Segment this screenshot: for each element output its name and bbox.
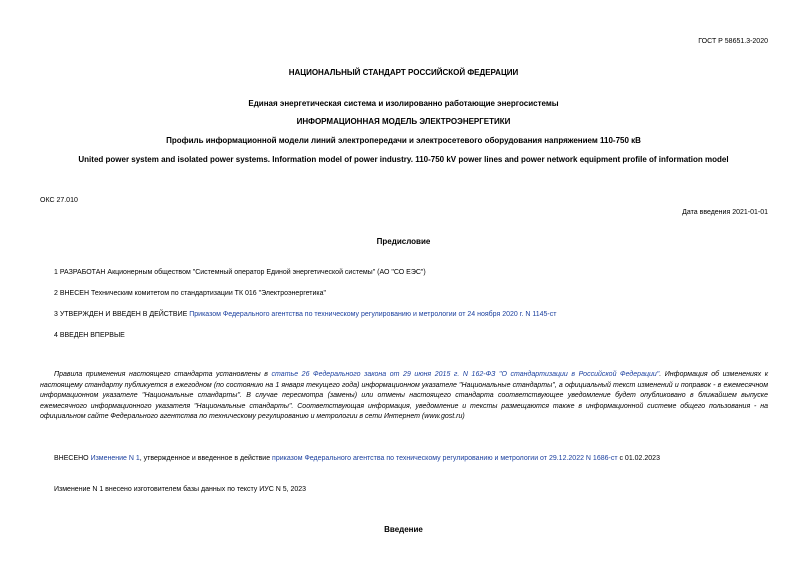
english-title: United power system and isolated power systems. Information model of power industry. 110-750 kV power lines and power network equipment profile of information model: [78, 155, 729, 164]
foreword-heading: Предисловие: [376, 237, 431, 246]
standard-subtitle-system: Единая энергетическая система и изолированно работающие энергосистемы: [248, 99, 559, 108]
document-code: ГОСТ Р 58651.3-2020: [698, 38, 768, 45]
standard-subtitle-profile: Профиль информационной модели линий электропередачи и электросетевого оборудования напряжением 110-750 кВ: [166, 136, 641, 145]
amendment-note: Изменение N 1 внесено изготовителем базы данных по тексту ИУС N 5, 2023: [54, 486, 307, 493]
foreword-item-4: 4 ВВЕДЕН ВПЕРВЫЕ: [54, 332, 125, 339]
order-1686-link[interactable]: приказом Федерального агентства по техническому регулированию и метрологии от 29.12.2022 N 1686-ст: [272, 455, 618, 462]
application-rules-paragraph: [40, 370, 768, 423]
amendment-prefix: ВНЕСЕНО: [54, 455, 91, 462]
rules-text-rest: . Информация об изменениях к настоящему стандарту публикуется в ежегодном (по состоянию на 1 января текущего года) информационном указателе "Национальные стандарты", а официальный текст изменений и поправок - в ежемесячном информационном указателе "Национальные стандарты". В случае пересмотра (замены) или отмены настоящего стандарта соответствующее уведомление будет опубликовано в ближайшем выпуске ежемесячного информационного указателя "Национальные стандарты". Соответствующая информация, уведомление и тексты размещаются также в информационной системе общего пользования - на официальном сайте Федерального агентства по техническому регулированию и метрологии в сети Интернет (www.gost.ru): [40, 371, 768, 420]
standard-subtitle-model: ИНФОРМАЦИОННАЯ МОДЕЛЬ ЭЛЕКТРОЭНЕРГЕТИКИ: [296, 117, 511, 126]
foreword-item-3-text: 3 УТВЕРЖДЕН И ВВЕДЕН В ДЕЙСТВИЕ: [54, 311, 190, 318]
foreword-item-2: 2 ВНЕСЕН Техническим комитетом по стандартизации ТК 016 "Электроэнергетика": [54, 290, 326, 297]
amendment-1-link[interactable]: Изменение N 1: [90, 455, 140, 462]
foreword-item-3: [54, 310, 556, 319]
order-1145-link[interactable]: Приказом Федерального агентства по техническому регулированию и метрологии от 24 ноября 2020 г. N 1145-ст: [189, 311, 557, 318]
foreword-item-1: 1 РАЗРАБОТАН Акционерным обществом "Системный оператор Единой энергетической системы" (АО "СО ЕЭС"): [54, 269, 426, 276]
introduction-heading: Введение: [384, 525, 423, 534]
oks-code: ОКС 27.010: [40, 197, 78, 204]
amendment-suffix: с 01.02.2023: [617, 455, 660, 462]
introduction-date: Дата введения 2021-01-01: [682, 209, 768, 216]
national-standard-title: НАЦИОНАЛЬНЫЙ СТАНДАРТ РОССИЙСКОЙ ФЕДЕРАЦИИ: [288, 68, 519, 77]
federal-law-162-link[interactable]: статье 26 Федерального закона от 29 июня 2015 г. N 162-ФЗ "О стандартизации в Российской Федерации": [271, 371, 660, 378]
amendment-middle: , утвержденное и введенное в действие: [139, 455, 273, 462]
rules-text-start: Правила применения настоящего стандарта установлены в: [54, 371, 272, 378]
amendment-line: [54, 454, 660, 463]
